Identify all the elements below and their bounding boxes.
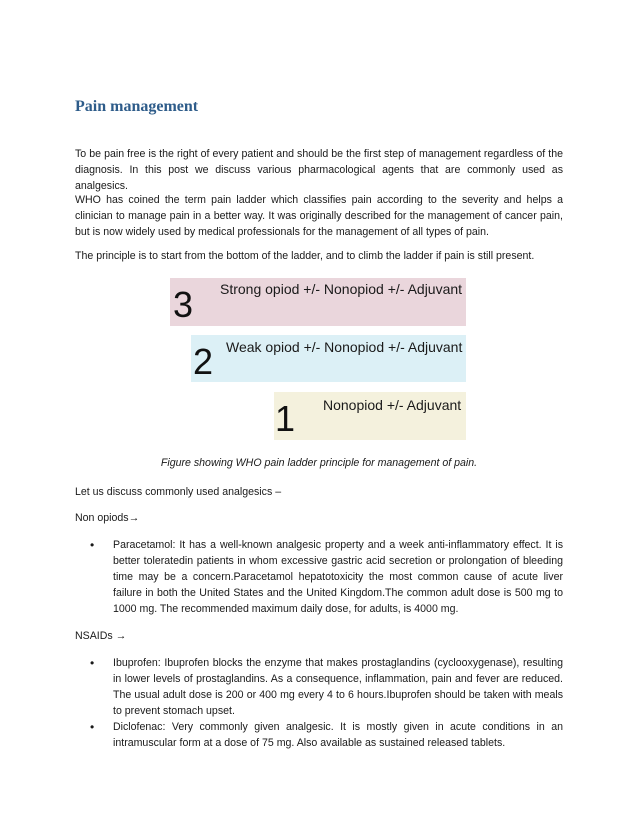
paragraph-analgesics-intro: Let us discuss commonly used analgesics –	[75, 486, 282, 498]
step-number: 3	[173, 284, 194, 325]
step-label: Strong opiod +/- Nonopiod +/- Adjuvant	[220, 281, 463, 297]
paragraph-who-ladder: WHO has coined the term pain ladder which classifies pain according to the severity and helps a clinician to manage pain in a better way. It was originally described for the management of cancer pain, but is now widely used by medical professionals for the management of all types of pain.	[75, 194, 563, 238]
nonopioids-list	[75, 537, 563, 617]
ladder-step-1	[274, 392, 466, 440]
nsaids-list	[75, 655, 563, 751]
ladder-step-2	[191, 335, 466, 382]
bullet-icon: •	[90, 656, 95, 670]
page-title: Pain management	[75, 98, 199, 115]
list-item-text: Ibuprofen: Ibuprofen blocks the enzyme that makes prostaglandins (cyclooxygenase), resulting in lower levels of prostaglandins. As a consequence, inflammation, pain and fever are reduced. The usual adult dose is 200 or 400 mg every 4 to 6 hours.Ibuprofen should be taken with meals to prevent stomach upset.	[113, 657, 563, 717]
step-number: 2	[193, 340, 214, 382]
section-heading-nsaids: NSAIDs →	[75, 630, 127, 642]
list-item	[75, 655, 563, 719]
bullet-icon: •	[90, 720, 95, 734]
list-item	[75, 719, 563, 751]
figure-caption: Figure showing WHO pain ladder principle for management of pain.	[160, 457, 478, 469]
paragraph-principle: The principle is to start from the bottom of the ladder, and to climb the ladder if pain is still present.	[75, 250, 535, 262]
step-label: Weak opiod +/- Nonopiod +/- Adjuvant	[226, 339, 463, 355]
pain-ladder-figure	[170, 278, 468, 442]
step-label: Nonopiod +/- Adjuvant	[323, 397, 462, 413]
list-item-text: Diclofenac: Very commonly given analgesic. It is mostly given in acute conditions in an intramuscular form at a dose of 75 mg. Also available as sustained released tablets.	[113, 721, 563, 749]
list-item-text: Paracetamol: It has a well-known analgesic property and a week anti-inflammatory effect. It is better toleratedin patients in whom excessive gastric acid secretion or prolongation of bleeding time may be a concern.Paracetamol hepatotoxicity the most common cause of acute liver failure in both the United States and the United Kingdom.The common adult dose is 500 mg to 1000 mg. The recommended maximum daily dose, for adults, is 4000 mg.	[113, 539, 563, 615]
list-item	[75, 537, 563, 617]
paragraph-intro: To be pain free is the right of every patient and should be the first step of management regardless of the diagnosis. In this post we discuss various pharmacological agents that are commonly used as analgesics.	[75, 148, 563, 192]
ladder-step-3	[170, 278, 466, 326]
bullet-icon: •	[90, 538, 95, 552]
step-number: 1	[275, 398, 296, 439]
section-heading-nonopioids: Non opiods→	[75, 512, 140, 524]
